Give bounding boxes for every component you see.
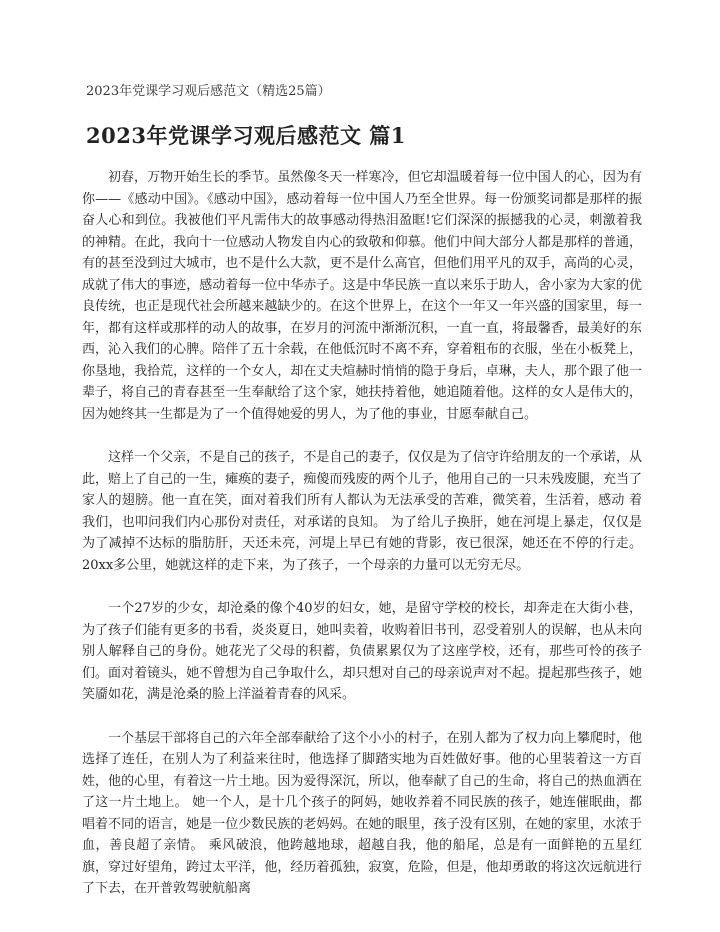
paragraph-4 [82,728,642,900]
document-header: 2023年党课学习观后感范文（精选25篇） [86,84,331,99]
paragraph-text: 这样一个父亲，不是自己的孩子，不是自己的妻子，仅仅是为了信守许给朋友的一个承诺，从此，赔上了自己的一生，瘫痪的妻子，痴傻而残废的两个儿子，他用自己的一只未残废腿，充当了家人的翅膀。他一直在笑，面对着我们所有人都认为无法承受的苦难，微笑着，生活着，感动 着我们，也叩问我们内心那份对责任，对承诺的良知。 为了给儿子换肝，她在河堤上暴走，仅仅是为了减掉不达标的脂肪肝，天还未亮，河堤上早已有她的背影，夜已很深，她还在不停的行走。20xx多公里，她就这样的走下来，为了孩子，一个母亲的力量可以无穷无尽。 [82,450,642,573]
paragraph-3 [82,598,642,706]
paragraph-1 [82,167,642,425]
paragraph-2 [82,447,642,576]
paragraph-text: 初春，万物开始生长的季节。虽然像冬天一样寒冷，但它却温暖着每一位中国人的心，因为有你——《感动中国》。《感动中国》，感动着每一位中国人乃至全世界。每一份颁奖词都是那样的振奋人心和到位。我被他们平凡需伟大的故事感动得热泪盈眶!它们深深的振撼我的心灵，刺激着我的神精。在此，我向十一位感动人物发自内心的致敬和仰慕。他们中间大部分人都是那样的普通，有的甚至没到过大城市，也不是什么大款，更不是什么高官，但他们用平凡的双手，高尚的心灵，成就了伟大的事迹，感动着每一位中华赤子。这是中华民族一直以来乐于助人，舍小家为大家的优良传统，也正是现代社会所越来越缺少的。在这个世界上，在这个一年又一年兴盛的国家里，每一年，都有这样或那样的动人的故事，在岁月的河流中渐渐沉积，一直一直，将最馨香，最美好的东西，沁入我们的心脾。陪伴了五十余载，在他低沉时不离不弃，穿着粗布的衣服，坐在小板凳上，你垦地，我拾荒，这样的一个女人，却在丈夫煊赫时悄悄的隐于身后，卓琳，夫人，那个跟了他一辈子，将自己的青春甚至一生奉献给了这个家，她扶持着他，她追随着他。这样的女人是伟大的，因为她终其一生都是为了一个值得她爱的男人，为了他的事业，甘愿奉献自己。 [82,170,642,422]
paragraph-text: 一个27岁的少女，却沧桑的像个40岁的妇女，她，是留守学校的校长，却奔走在大街小巷，为了孩子们能有更多的书看，炎炎夏日，她叫卖着，收购着旧书刊，忍受着别人的误解，也从未向别人解释自己的身份。她花光了父母的积蓄，负债累累仅为了这座学校，还有，那些可怜的孩子们。面对着镜头，她不曾想为自己争取什么，却只想对自己的母亲说声对不起。提起那些孩子，她笑靥如花，满是沧桑的脸上洋溢着青春的风采。 [82,601,642,702]
section-title: 2023年党课学习观后感范文 篇1 [86,123,406,148]
paragraph-text: 一个基层干部将自己的六年全部奉献给了这个小小的村子，在别人都为了权力向上攀爬时，他选择了连任，在别人为了利益来往时，他选择了脚踏实地为百姓做好事。他的心里装着这一方百姓，他的心里，有着这一片土地。因为爱得深沉，所以，他奉献了自己的生命，将自己的热血洒在了这一片土地上。 她一个人，是十几个孩子的阿妈，她收养着不同民族的孩子，她连催眠曲，都唱着不同的语言，她是一位少数民族的老妈妈。在她的眼里，孩子没有区别，在她的家里，水浓于血，善良超了亲情。 乘风破浪，他跨越地球，超越自我，他的船尾，总是有一面鲜艳的五星红旗，穿过好望角，跨过太平洋，他，经历着孤独，寂寞，危险，但是，他却勇敢的将这次远航进行了下去，在开普敦驾驶航船离 [82,730,642,896]
